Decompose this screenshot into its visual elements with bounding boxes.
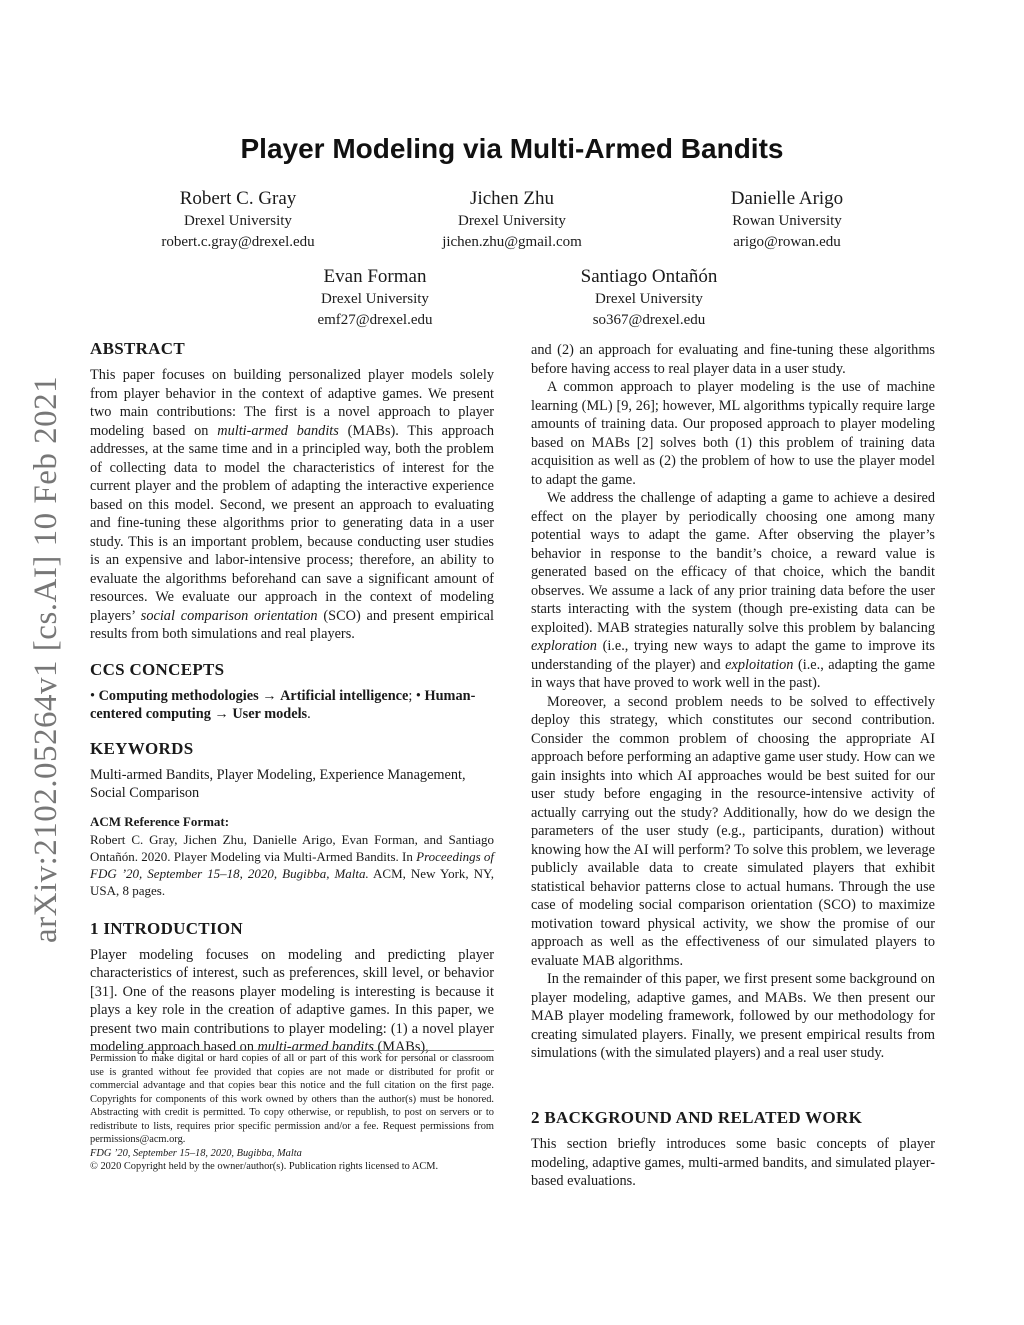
author-block bbox=[245, 264, 505, 330]
acm-reference-heading: ACM Reference Format: bbox=[90, 813, 230, 829]
author-block bbox=[657, 186, 917, 252]
introduction-paragraph: Player modeling focuses on modeling and predicting player characteristics of interest, such as preferences, skill level, or behavior [31]. One of the reasons player modeling is interesting is because it plays a key role in the creation of adaptive games. In this paper, we present two main contributions to player modeling: (1) a novel player modeling approach based on multi-armed bandits (MABs), bbox=[90, 946, 494, 1055]
arxiv-stamp: arXiv:2102.05264v1 [cs.AI] 10 Feb 2021 bbox=[28, 375, 64, 943]
body-paragraph: and (2) an approach for evaluating and fine-tuning these algorithms before having access to real player data in a user study. bbox=[531, 342, 935, 377]
venue-line: FDG ’20, September 15–18, 2020, Bugibba, Malta bbox=[90, 1147, 302, 1159]
author-email: so367@drexel.edu bbox=[592, 311, 706, 328]
author-affiliation: Rowan University bbox=[732, 213, 842, 229]
author-name: Danielle Arigo bbox=[730, 188, 844, 209]
body-paragraph: A common approach to player modeling is the use of machine learning (ML) [9, 26]; however, ML algorithms typically require large amounts of training data. Our proposed approach to player modeling based on MABs [2] solves both (1) this problem of training data acquisition as well as (2) the problem of how to use the player model to adapt the game. bbox=[531, 379, 935, 488]
background-heading: 2 BACKGROUND AND RELATED WORK bbox=[531, 1108, 863, 1127]
body-paragraph: Moreover, a second problem needs to be solved to effectively deploy this strategy, which constitutes our second contribution. Consider the common problem of choosing the appropriate AI approach before performing an adaptive game user study. How can we gain insights into which AI approaches would be best suited for our user study before engaging in the resource-intensive activity of actually carrying out the study? Additionally, how do we design the parameters of the user study (e.g., participants, duration) without knowing how the AI will perform? To solve this problem, we leverage publicly available data to create simulated players that exhibit statistical behavior patterns close to actual humans. Through the use case of modeling social comparison orientation (SCO) to maximize motivation toward physical activity, we show the promise of our approach as well as the effectiveness of our simulated players to evaluate MAB algorithms. bbox=[531, 693, 935, 969]
introduction-heading: 1 INTRODUCTION bbox=[90, 918, 243, 938]
acm-reference-text: Robert C. Gray, Jichen Zhu, Danielle Arigo, Evan Forman, and Santiago Ontañón. 2020. Player Modeling via Multi-Armed Bandits. In Proceedings of FDG ’20, September 15–18, 2020, Bugibba, Malta. ACM, New York, NY, USA, 8 pages. bbox=[90, 831, 494, 898]
author-name: Evan Forman bbox=[323, 266, 427, 287]
permission-notice: Permission to make digital or hard copies of all or part of this work for personal or classroom use is granted without fee provided that copies are not made or distributed for profit or commercial advantage and that copies bear this notice and the full citation on the first page. Copyrights for components of this work owned by others than the author(s) must be honored. Abstracting with credit is permitted. To copy otherwise, or republish, to post on servers or to redistribute to lists, requires prior specific permission and/or a fee. Request permissions from permissions@acm.org. bbox=[90, 1053, 494, 1145]
keywords-text: Multi-armed Bandits, Player Modeling, Experience Management, Social Comparison bbox=[90, 766, 466, 801]
author-affiliation: Drexel University bbox=[321, 291, 429, 307]
author-email: arigo@rowan.edu bbox=[733, 233, 841, 250]
background-paragraph: This section briefly introduces some basic concepts of player modeling, adaptive games, multi-armed bandits, and simulated player-based evaluations. bbox=[531, 1136, 935, 1189]
body-paragraph: We address the challenge of adapting a game to achieve a desired effect on the player by periodically choosing one among many potential ways to adapt the game. After observing the player’s behavior in response to the bandit’s choice, a reward value is generated based on the efficacy of that choice, which the bandit observes. We assume a lack of any prior training data before the user starts interacting with the system (though pre-existing data can be exploited). MAB strategies naturally solve this problem by balancing exploration (i.e., trying new ways to adapt the game to improve its understanding of the player) and exploitation (i.e., adapting the game in ways that have proved to work well in the past). bbox=[531, 490, 935, 691]
ccs-heading: CCS CONCEPTS bbox=[90, 659, 225, 679]
body-paragraph: In the remainder of this paper, we first present some background on player modeling, adaptive games, and MABs. We then present our MAB player modeling framework, followed by our methodology for creating simulated players. Finally, we present empirical results from simulations (with the simulated players) and a real user study. bbox=[531, 971, 935, 1061]
abstract-text: This paper focuses on building personalized player models solely from player behavior in the context of adaptive games. We present two main contributions: The first is a novel approach to player modeling based on multi-armed bandits (MABs). This approach addresses, at the same time and in a principled way, both the problem of collecting data to model the characteristics of interest for the current player and the problem of adapting the interactive experience based on this model. Second, we present an approach to evaluating and fine-tuning these algorithms prior to generating data in a user study. This is an important problem, because conducting user studies is an expensive and labor-intensive process; therefore, an ability to evaluate the algorithms beforehand can save a significant amount of resources. We evaluate our approach in the context of modeling players’ social comparison orientation (SCO) and present empirical results from both simulations and real players. bbox=[90, 367, 495, 642]
copyright-line: © 2020 Copyright held by the owner/author(s). Publication rights licensed to ACM. bbox=[90, 1161, 439, 1172]
author-name: Jichen Zhu bbox=[470, 188, 554, 209]
author-email: emf27@drexel.edu bbox=[317, 311, 433, 328]
right-column bbox=[531, 341, 935, 1063]
paper-title: Player Modeling via Multi-Armed Bandits bbox=[240, 133, 784, 164]
author-name: Robert C. Gray bbox=[179, 188, 297, 209]
ccs-text: • Computing methodologies → Artificial intelligence; • Human-centered computing → User models. bbox=[90, 687, 476, 722]
author-block bbox=[519, 264, 779, 330]
author-affiliation: Drexel University bbox=[458, 213, 566, 229]
author-affiliation: Drexel University bbox=[595, 291, 703, 307]
keywords-heading: KEYWORDS bbox=[90, 738, 194, 758]
author-email: robert.c.gray@drexel.edu bbox=[161, 233, 315, 250]
footnote-rule bbox=[90, 1050, 494, 1051]
left-column bbox=[90, 338, 494, 1057]
author-email: jichen.zhu@gmail.com bbox=[442, 233, 582, 250]
author-block bbox=[382, 186, 642, 252]
author-affiliation: Drexel University bbox=[184, 213, 292, 229]
background-section bbox=[531, 1107, 935, 1191]
footnote bbox=[90, 1052, 494, 1174]
abstract-heading: ABSTRACT bbox=[90, 339, 185, 358]
author-block bbox=[108, 186, 368, 252]
author-name: Santiago Ontañón bbox=[580, 266, 718, 287]
